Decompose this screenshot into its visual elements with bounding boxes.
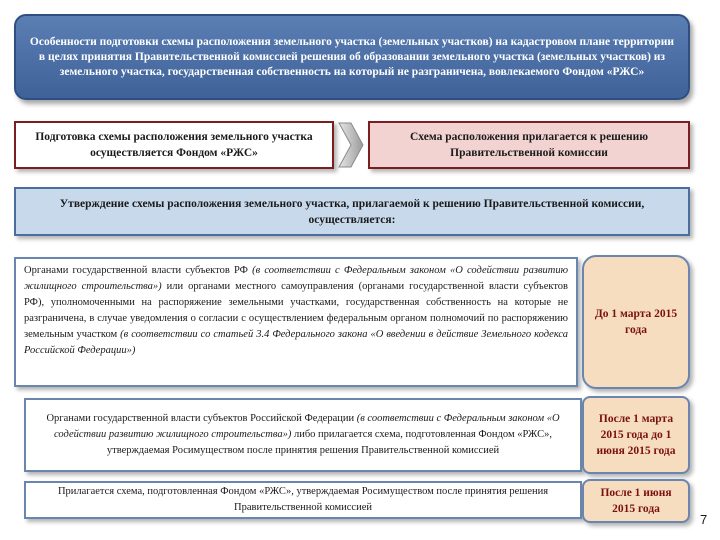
option-2-date-text: После 1 марта 2015 года до 1 июня 2015 года xyxy=(596,413,676,457)
attachment-step-text: Схема расположения прилагается к решению Правительственной комиссии xyxy=(409,131,649,159)
option-1-part-a: Органами государственной власти субъектов РФ xyxy=(24,265,253,276)
option-1-part-b: или органами местного самоуправления (органами государственной власти субъектов РФ), уполномоченными на распоряжение земельными участками, государственная собственность на которые не разграничена, в случае уведомления о согласии с осуществлением федеральным органом полномочий по распоряжению земельным участком xyxy=(24,281,568,340)
approval-option-3-text xyxy=(24,481,582,519)
option-2-part-b: либо прилагается схема, подготовленная Фондом «РЖС», утверждаемая Росимуществом после принятия решения Правительственной комиссией xyxy=(106,429,552,456)
option-3-part-a: Прилагается схема, подготовленная Фондом «РЖС», утверждаемая Росимуществом после принятия решения Правительственной комиссией xyxy=(57,486,549,513)
option-2-part-a: Органами государственной власти субъектов Российской Федерации xyxy=(46,413,357,424)
approval-option-1-text xyxy=(14,257,578,387)
preparation-step-text: Подготовка схемы расположения земельного участка осуществляется Фондом «РЖС» xyxy=(35,131,313,159)
option-1-note-b: (в соответствии со статьей 3.4 Федерального закона «О введении в действие Земельного кодекса Российской Федерации») xyxy=(24,329,568,356)
slide-title-box xyxy=(14,14,690,100)
option-3-date-text: После 1 июня 2015 года xyxy=(600,487,672,515)
approval-option-3-date xyxy=(582,479,690,523)
option-2-note-a: (в соответствии с Федеральным законом «О содействии развитию жилищного строительства») xyxy=(54,413,560,440)
approval-option-2-date xyxy=(582,396,690,474)
page-number: 7 xyxy=(700,512,708,527)
slide-title: Особенности подготовки схемы расположения земельного участка (земельных участков) на кадастровом плане территории в целях принятия Правительственной комиссией решения об образовании земельного участка (земельных участков) из земельного участка, государственная собственность на который не разграничена, вовлекаемого Фондом «РЖС» xyxy=(29,35,675,78)
preparation-step-box xyxy=(14,121,334,169)
approval-option-2-text xyxy=(24,398,582,472)
option-1-date-text: До 1 марта 2015 года xyxy=(594,308,678,336)
approval-heading-box xyxy=(14,187,690,236)
right-chevron-arrow-icon xyxy=(338,122,364,168)
option-1-note-a: (в соответствии с Федеральным законом «О содействии развитию жилищного строительства») xyxy=(24,265,569,292)
approval-option-1-date xyxy=(582,255,690,389)
attachment-step-box xyxy=(368,121,690,169)
approval-heading: Утверждение схемы расположения земельного участка, прилагаемой к решению Правительственной комиссии, осуществляется: xyxy=(59,197,645,226)
